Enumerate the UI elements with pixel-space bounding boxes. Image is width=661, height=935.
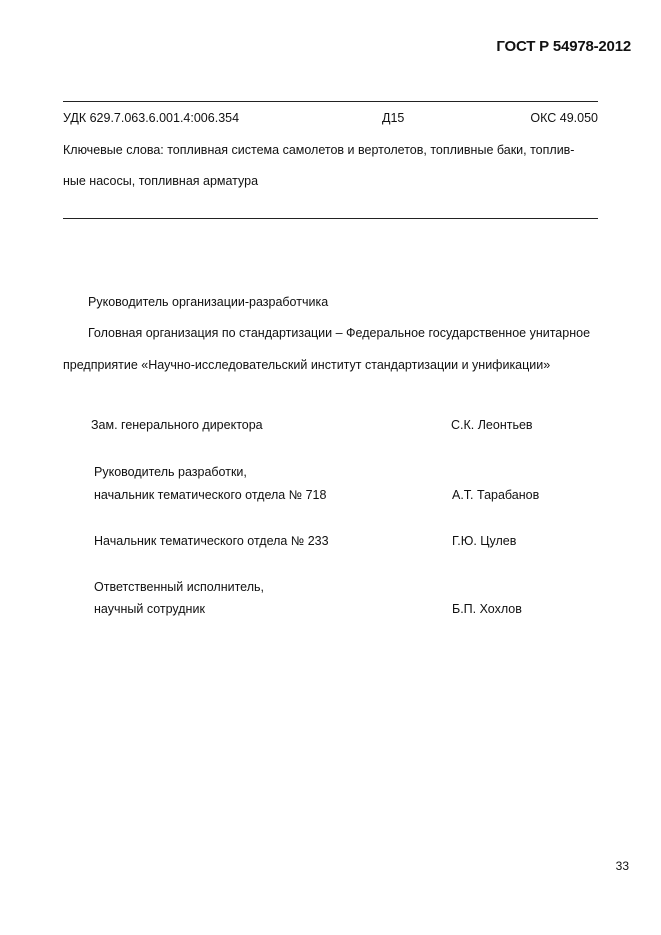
developer-head-label: Руководитель организации-разработчика — [88, 295, 329, 309]
signatory-4-name: Б.П. Хохлов — [452, 602, 522, 616]
organization-line-2: предприятие «Научно-исследовательский институт стандартизации и унификации» — [63, 358, 551, 372]
classification-row — [63, 111, 598, 127]
organization-line-1: Головная организация по стандартизации – Федеральное государственное унитарное — [88, 326, 591, 340]
page-number: 33 — [615, 859, 629, 873]
signatory-2-position-line-2: начальник тематического отдела № 718 — [94, 488, 327, 502]
oks-code: ОКС 49.050 — [530, 111, 598, 125]
signatory-4-position-line-2: научный сотрудник — [94, 602, 205, 616]
signatory-2-position-line-1: Руководитель разработки, — [94, 465, 247, 479]
signatory-1-name: С.К. Леонтьев — [451, 418, 533, 432]
signatory-1-position: Зам. генерального директора — [91, 418, 263, 432]
signatory-4-position-line-1: Ответственный исполнитель, — [94, 580, 265, 594]
bottom-divider — [63, 218, 598, 219]
udk-code: УДК 629.7.063.6.001.4:006.354 — [63, 111, 240, 125]
signatory-2-name: А.Т. Тарабанов — [452, 488, 540, 502]
standard-id: ГОСТ Р 54978-2012 — [496, 38, 631, 55]
signatory-3-position: Начальник тематического отдела № 233 — [94, 534, 329, 548]
keywords-line-2: ные насосы, топливная арматура — [63, 174, 259, 188]
top-divider — [63, 101, 598, 102]
signatory-3-name: Г.Ю. Цулев — [452, 534, 517, 548]
group-code: Д15 — [382, 111, 405, 125]
keywords-line-1: Ключевые слова: топливная система самолетов и вертолетов, топливные баки, топлив- — [63, 143, 575, 157]
